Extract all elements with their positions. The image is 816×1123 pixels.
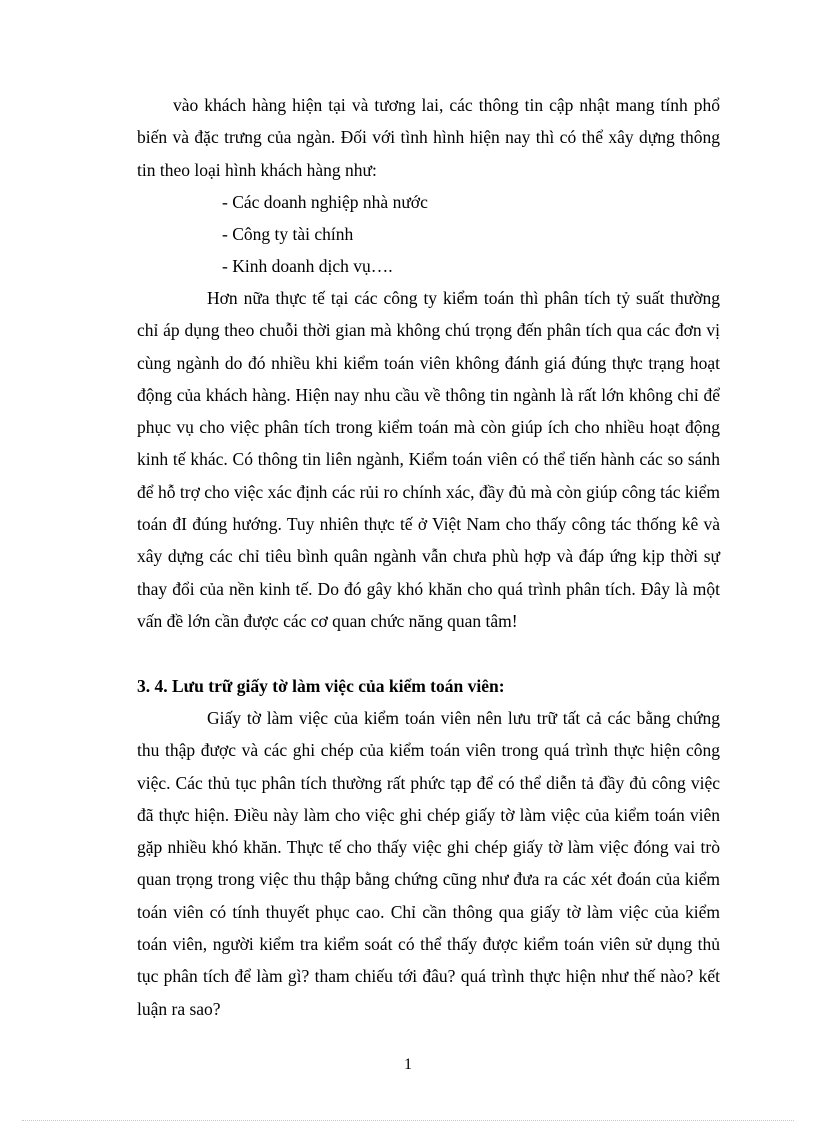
- analysis-paragraph: Hơn nữa thực tế tại các công ty kiểm toán thì phân tích tỷ suất thường chỉ áp dụng theo chuỗi thời gian mà không chú trọng đến phân tích qua các đơn vị cùng ngành do đó nhiều khi kiểm toán viên không đánh giá đúng thực trạng hoạt động của khách hàng. Hiện nay nhu cầu về thông tin ngành là rất lớn không chỉ để phục vụ cho việc phân tích trong kiểm toán mà còn giúp ích cho nhiều hoạt động kinh tế khác. Có thông tin liên ngành, Kiểm toán viên có thể tiến hành các so sánh để hỗ trợ cho việc xác định các rủi ro chính xác, đầy đủ mà còn giúp công tác kiểm toán đI đúng hướng. Tuy nhiên thực tế ở Việt Nam cho thấy công tác thống kê và xây dựng các chỉ tiêu bình quân ngành vẫn chưa phù hợp và đáp ứng kịp thời sự thay đổi của nền kinh tế. Do đó gây khó khăn cho quá trình phân tích. Đây là một vấn đề lớn cần được các cơ quan chức năng quan tâm!: [137, 288, 720, 631]
- intro-paragraph: vào khách hàng hiện tại và tương lai, các thông tin cập nhật mang tính phổ biến và đặc trưng của ngàn. Đối với tình hình hiện nay thì có thể xây dựng thông tin theo loại hình khách hàng như:: [137, 95, 720, 180]
- bullet-item-state-enterprises: - Các doanh nghiệp nhà nước: [222, 192, 428, 212]
- page-number: 1: [404, 1056, 412, 1073]
- footer-dotted-rule: [22, 1120, 794, 1121]
- bullet-item-services: - Kinh doanh dịch vụ….: [222, 256, 393, 276]
- section-heading: 3. 4. Lưu trữ giấy tờ làm việc của kiểm toán viên:: [137, 676, 505, 696]
- bullet-item-finance-companies: - Công ty tài chính: [222, 224, 354, 244]
- working-papers-paragraph: Giấy tờ làm việc của kiểm toán viên nên lưu trữ tất cả các bằng chứng thu thập được và các ghi chép của kiểm toán viên trong quá trình thực hiện công việc. Các thủ tục phân tích thường rất phức tạp để có thể diễn tả đầy đủ công việc đã thực hiện. Điều này làm cho việc ghi chép giấy tờ làm việc của kiểm toán viên gặp nhiều khó khăn. Thực tế cho thấy việc ghi chép giấy tờ làm việc đóng vai trò quan trọng trong việc thu thập bằng chứng cũng như đưa ra các xét đoán của kiểm toán viên có tính thuyết phục cao. Chỉ cần thông qua giấy tờ làm việc của kiểm toán viên, người kiểm tra kiểm soát có thể thấy được kiểm toán viên sử dụng thủ tục phân tích để làm gì? tham chiếu tới đâu? quá trình thực hiện như thế nào? kết luận ra sao?: [137, 708, 720, 1019]
